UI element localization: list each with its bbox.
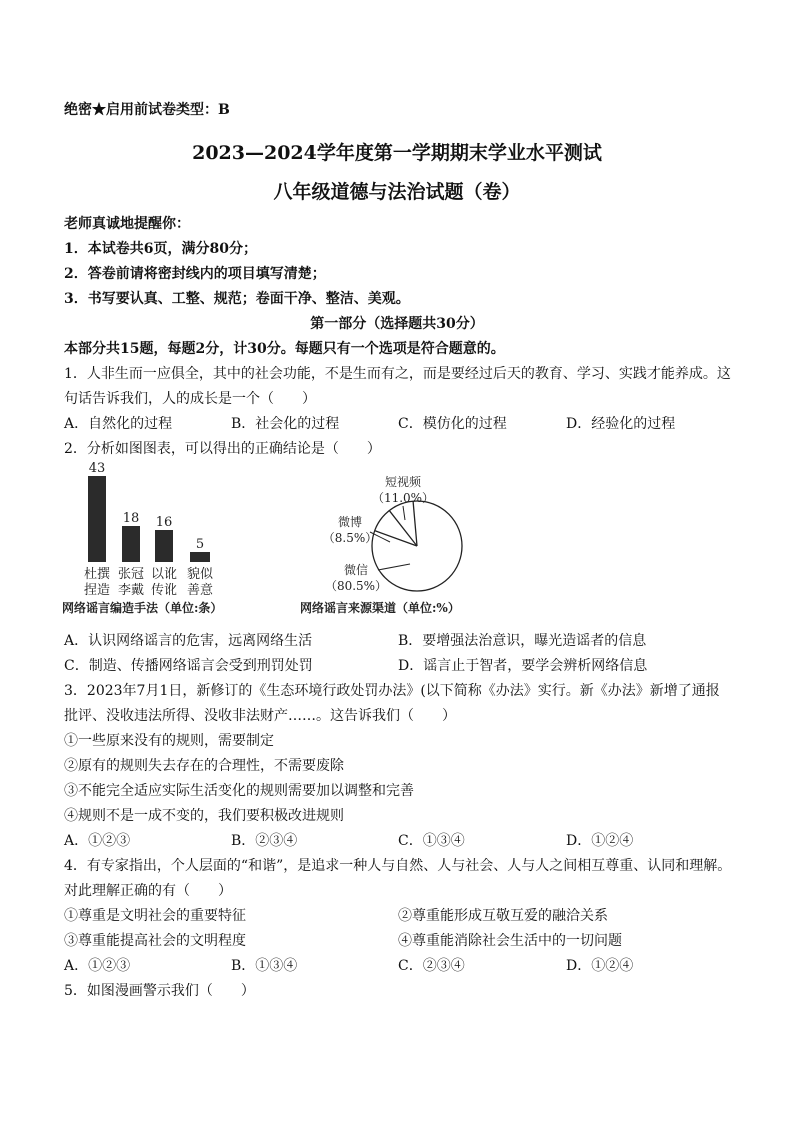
pie-value-short-video: （11.0%） [371, 491, 435, 505]
q2-option-a[interactable]: A．认识网络谣言的危害，远离网络生活 [64, 633, 313, 649]
question-3-text: 3．2023年7月1日，新修订的《生态环境行政处罚办法》(以下简称《办法》实行。新《办法》新增了通报 [64, 683, 720, 699]
q4-option-d[interactable]: D．①②④ [566, 958, 634, 974]
category-label: 张冠 [117, 567, 145, 582]
q4-statement: ①尊重是文明社会的重要特征 [64, 908, 246, 924]
pie-value-weibo: （8.5%） [322, 531, 378, 545]
pie-label-short-video: 短视频 [384, 475, 422, 489]
bar-value-label: 5 [195, 537, 205, 552]
bar [88, 476, 106, 562]
category-label: 李戴 [117, 583, 145, 598]
part1-intro: 本部分共15题，每题2分，计30分。每题只有一个选项是符合题意的。 [64, 341, 505, 357]
q3-statement: ③不能完全适应实际生活变化的规则需要加以调整和完善 [64, 783, 414, 799]
pie-label-wechat: 微信 [343, 563, 369, 577]
bar [155, 530, 173, 562]
q3-statement: ④规则不是一成不变的，我们要积极改进规则 [64, 808, 344, 824]
secret-label: 绝密★启用前试卷类型：B [64, 102, 230, 118]
q2-option-b[interactable]: B．要增强法治意识，曝光造谣者的信息 [398, 633, 647, 649]
pie-value-wechat: （80.5%） [324, 579, 388, 593]
notice-heading: 老师真诚地提醒你： [64, 216, 190, 232]
question-5-text: 5．如图漫画警示我们（ ） [64, 983, 255, 999]
notice-item: 2．答卷前请将密封线内的项目填写清楚； [64, 266, 326, 282]
q3-statement: ②原有的规则失去存在的合理性，不需要废除 [64, 758, 344, 774]
q3-option-d[interactable]: D．①②④ [566, 833, 634, 849]
q3-option-b[interactable]: B．②③④ [231, 833, 298, 849]
question-1-text-cont: 句话告诉我们，人的成长是一个（ ） [64, 391, 316, 407]
q4-statement: ②尊重能形成互敬互爱的融洽关系 [398, 908, 608, 924]
question-3-text-cont: 批评、没收违法所得、没收非法财产……。这告诉我们（ ） [64, 708, 456, 724]
question-2-text: 2．分析如图图表，可以得出的正确结论是（ ） [64, 441, 381, 457]
category-label: 善意 [186, 583, 214, 598]
q4-option-a[interactable]: A．①②③ [64, 958, 131, 974]
bar-value-label: 43 [88, 462, 106, 476]
q4-option-c[interactable]: C．②③④ [398, 958, 465, 974]
category-label: 捏造 [83, 583, 111, 598]
exam-title: 2023—2024学年度第一学期期末学业水平测试 [192, 142, 602, 164]
q2-option-d[interactable]: D．谣言止于智者，要学会辨析网络信息 [398, 658, 648, 674]
category-label: 杜撰 [83, 567, 111, 582]
pie-label-weibo: 微博 [337, 515, 363, 529]
category-label: 貌似 [186, 567, 214, 582]
q3-statement: ①一些原来没有的规则，需要制定 [64, 733, 274, 749]
q4-statement: ③尊重能提高社会的文明程度 [64, 933, 246, 949]
pie-chart-title: 网络谣言来源渠道（单位:%） [300, 601, 460, 615]
q3-option-a[interactable]: A．①②③ [64, 833, 131, 849]
bar [122, 526, 140, 562]
q1-option-c[interactable]: C．模仿化的过程 [398, 416, 507, 432]
question-4-text: 4．有专家指出，个人层面的“和谐”，是追求一种人与自然、人与社会、人与人之间相互尊重、认同和理解。 [64, 858, 732, 874]
category-label: 以讹 [150, 567, 178, 582]
q1-option-a[interactable]: A．自然化的过程 [64, 416, 173, 432]
bar-value-label: 18 [122, 511, 140, 526]
rumor-methods-bar-chart [60, 462, 300, 622]
exam-subtitle: 八年级道德与法治试题（卷） [273, 181, 521, 203]
q3-option-c[interactable]: C．①③④ [398, 833, 465, 849]
notice-item: 3．书写要认真、工整、规范；卷面干净、整洁、美观。 [64, 291, 410, 307]
part1-title: 第一部分（选择题共30分） [310, 316, 484, 332]
notice-item: 1．本试卷共6页，满分80分； [64, 241, 257, 257]
q1-option-d[interactable]: D．经验化的过程 [566, 416, 676, 432]
bar [190, 552, 210, 562]
question-4-text-cont: 对此理解正确的有（ ） [64, 883, 232, 899]
q2-option-c[interactable]: C．制造、传播网络谣言会受到刑罚处罚 [64, 658, 313, 674]
bar-chart-title: 网络谣言编造手法（单位:条） [62, 601, 223, 615]
q4-statement: ④尊重能消除社会生活中的一切问题 [398, 933, 622, 949]
q4-option-b[interactable]: B．①③④ [231, 958, 298, 974]
question-1-text: 1．人非生而一应俱全，其中的社会功能，不是生而有之，而是要经过后天的教育、学习、实践才能养成。这 [64, 366, 731, 382]
bar-value-label: 16 [155, 515, 173, 530]
q1-option-b[interactable]: B．社会化的过程 [231, 416, 340, 432]
category-label: 传讹 [150, 583, 178, 598]
rumor-channels-pie-chart [290, 462, 530, 622]
